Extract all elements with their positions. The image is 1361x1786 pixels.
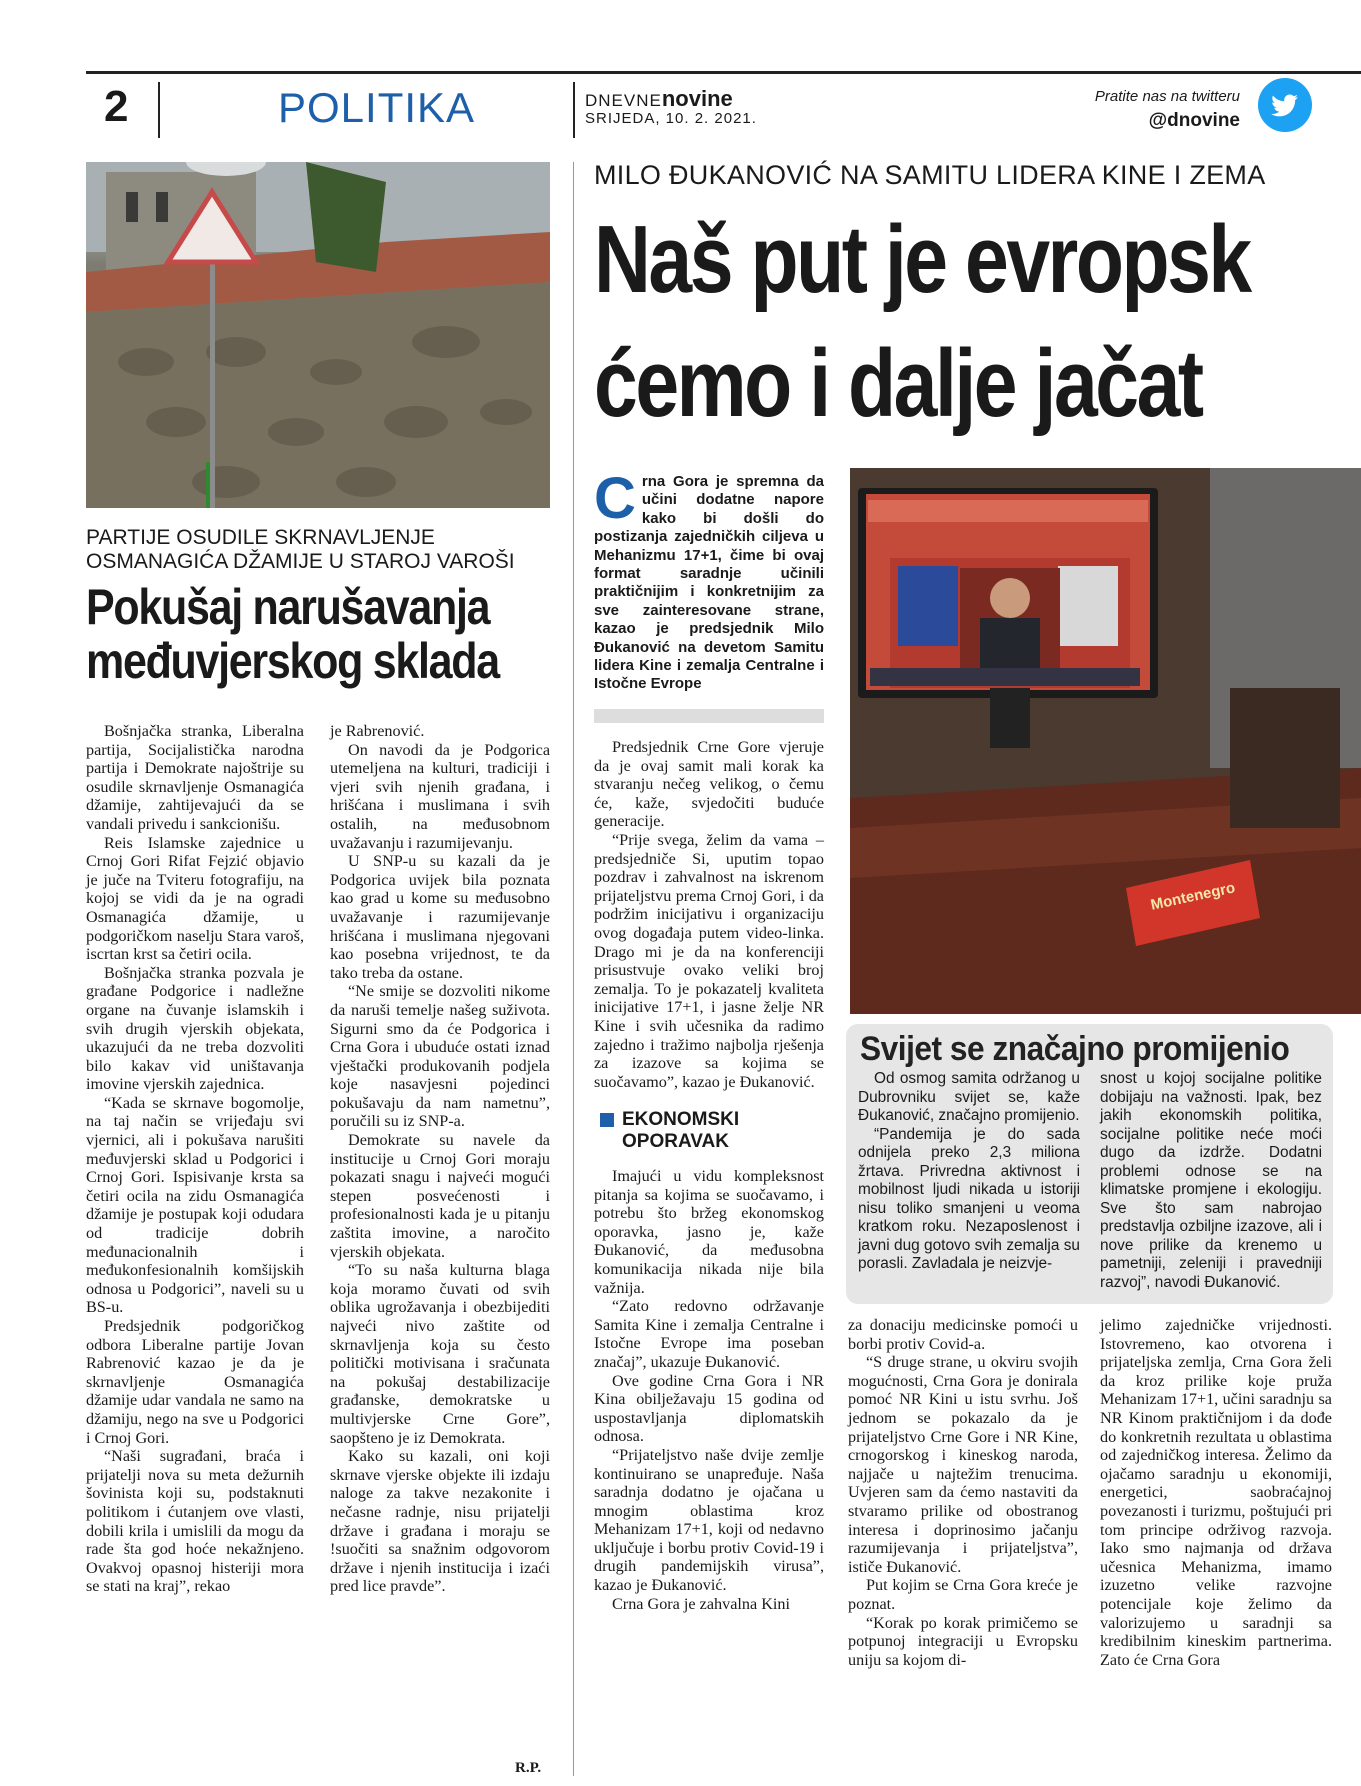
subhead-marker	[600, 1113, 614, 1127]
right-article-column-1-continued: Imajući u vidu kompleksnost pitanja sa kojima se suočavamo, i potrebu što bržeg ekonomskog oporavka, jasno je, kaže Đukanović, da međusobna komunikacija nikada nije bila važnija. “Zato redovno održavanje Samita Kine i zemalja Centralne i Istočne Evrope ima poseban značaj”, ukazuje Đukanović. Ove godine Crna Gora i NR Kina obilježavaju 15 godina od uspostavljanja diplomatskih odnosa. “Prijateljstvo naše dvije zemlje kontinuirano se unapređuje. Naša saradnja dodatno je ojačana u mnogim oblastima kroz Mehanizam 17+1, koji od nedavno uključuje i borbu protiv Covid-19 i drugih pandemijskih virusa”, kazao je Đukanović. Crna Gora je zahvalna Kini	[594, 1167, 824, 1613]
right-article-column-3: jelimo zajedničke vrijednosti. Istovremeno, kao otvorena i prijateljska zemlja, Crna Gora želi da kroz prilike koje pruža Mehanizam 17+1, učini saradnju sa NR Kinom praktičnijom i da dođe do konkretnih rezultata u oblastima od zajedničkog interesa. Želimo da ojačamo saradnju u ekonomiji, energetici, saobraćajnoj povezanosti i turizmu, poštujući pri tom principe održivog razvoja. Iako smo najmanja od država učesnica Mehanizma, imamo izuzetno velike razvojne potencijale koje želimo da valorizujemo u saradnji sa kredibilnim kineskim partnerima. Zato će Crna Gora	[1100, 1316, 1332, 1669]
right-article-headline-line2: ćemo i dalje jačat	[594, 330, 1202, 437]
right-article-headline-line1: Naš put je evropsk	[594, 206, 1250, 313]
section-title: POLITIKA	[278, 84, 476, 131]
right-article-column-1: Predsjednik Crne Gore vjeruje da je ovaj samit mali korak ka stvaranju nečeg velikog, o čemu će, kaže, svjedočiti buduće generacije. “Prije svega, želim da vama – predsjedniče Si, uputim topao pozdrav i zahvalnost na iskrenom prijateljstvu prema Crnoj Gori, i da podržim inicijativu i organizaciju ovog događaja putem video-linka. Drago mi je da na konferenciji prisustvuje ovako veliki broj zemalja. To je pokazatelj kvaliteta inicijative 17+1, i jasne želje NR Kine i svih učesnika da radimo zajedno i tražimo najbolja rješenja za izazove sa kojima se suočavamo”, kazao je Đukanović.	[594, 738, 824, 1091]
summit-video-conference-photo	[850, 468, 1361, 1014]
twitter-bird-icon[interactable]	[1258, 78, 1312, 132]
left-article-column-1: Bošnjačka stranka, Liberalna partija, Socijalistička narodna partija i Demokrate najoštrije su osudile skrnavljenje Osmanagića džamije, zahtijevajući da se vandali privedu i sankcionišu. Reis Islamske zajednice u Crnoj Gori Rifat Fejzić objavio je juče na Tviteru fotografiju, na kojoj se vidi da je na ogradi Osmanagića džamije, u podgoričkom naselju Stara varoš, iscrtan krst sa četiri ocila. Bošnjačka stranka pozvala je građane Podgorice i nadležne organe na čuvanje islamskih i svih drugih vjerskih objekata, ukazujući da ne treba dozvoliti bilo kakav vid uništavanja imovine vjerskih zajednica. “Kada se skrnave bogomolje, na taj način se vrijeđaju svi vjernici, ali i pokušava narušiti međuvjerski sklad u Podgorici i Crnoj Gori. Ispisivanje krsta sa četiri ocila na zidu Osmanagića džamije je postupak koji odudara od tradicije dobrih međunacionalnih i međukonfesionalnih komšijskih odnosa u Podgorici”, naveli su u BS-u. Predsjednik podgoričkog odbora Liberalne partije Jovan Rabrenović kazao je da je skrnavljenje Osmanagića džamije udar vandala ne samo na džamiju, nego na sve u Podgorici i Crnoj Gori. “Naši sugrađani, braća i prijatelji nova su meta dežurnih šovinista koji su, podstaknuti politikom i ćutanjem ove vlasti, dobili krila i umislili da mogu da rade šta god hoće nekažnjeno. Ovakvoj opasnoj histeriji mora se stati na kraj”, rekao	[86, 722, 304, 1596]
boxout-column-1: Od osmog samita održanog u Dubrovniku svijet se, kaže Đukanović, značajno promijenio. “Pandemija je do sada odnijela preko 2,3 miliona žrtava. Privredna aktivnost i mobilnost ljudi nikada u istoriji nisu toliko smanjeni u veoma kratkom roku. Nezaposlenost i javni dug gotovo svih zemalja su porasli. Zavladala je neizvje-	[858, 1070, 1080, 1272]
left-article-kicker: PARTIJE OSUDILE SKRNAVLJENJE OSMANAGIĆA DŽAMIJE U STAROJ VAROŠI	[86, 526, 515, 573]
left-article-headline: Pokušaj narušavanja međuvjerskog sklada	[86, 579, 499, 689]
header-divider	[158, 82, 160, 138]
header-top-rule	[86, 71, 1361, 74]
right-article-kicker: MILO ĐUKANOVIĆ NA SAMITU LIDERA KINE I ZEMA	[594, 160, 1266, 190]
twitter-handle[interactable]: @dnovine	[1148, 110, 1240, 131]
newspaper-brand: DNEVNEnovine	[585, 86, 733, 111]
right-article-subhead: EKONOMSKI OPORAVAK	[622, 1109, 740, 1152]
column-divider	[573, 162, 574, 1776]
montenegro-name-card: Montenegro	[1149, 879, 1237, 914]
page-number: 2	[104, 82, 129, 131]
header-divider	[573, 82, 575, 138]
right-article-lead: Crna Gora je spremna da učini dodatne napore kako bi došli do postizanja zajedničkih ciljeva u Mehanizmu 17+1, čime bi ovaj format saradnje učinili praktičnijim i konkretnijim za sve zainteresovane strane, kazao je predsjednik Milo Đukanović na devetom Samitu lidera Kine i zemalja Centralne i Istočne Evrope	[594, 466, 824, 693]
left-article-column-2: je Rabrenović. On navodi da je Podgorica utemeljena na kulturi, tradiciji i vjeri svih njenih građana, i hrišćana i muslimana i svih ostalih, na međusobnom uvažavanju i razumijevanju. U SNP-u su kazali da je Podgorica uvijek bila poznata kao grad u kome su međusobno uvažavanje i razumijevanje hrišćana i muslimana njegovani kao posebna vrijednost, te da tako treba da ostane. “Ne smije se dozvoliti nikome da naruši temelje našeg suživota. Sigurni smo da će Podgorica i Crna Gora i ubuduće ostati iznad vještački produkovanih podjela koje nasavjesni pojedinci pokušavaju da nam nametnu”, poručili su iz SNP-a. Demokrate su navele da institucije u Crnoj Gori moraju pokazati snagu i najveći mogući stepen posvećenosti i profesionalnosti kada je u pitanju zaštita imovine, a naročito vjerskih objekata. “To su naša kulturna blaga koja moramo čuvati od svih oblika ugrožavanja i obezbijediti najveći nivo zaštite od skrnavljenja koja su često politički motivisana i sračunata na pokušaj destabilizacije građanske, demokratske u multivjerske Crne Gore”, saopšteno je iz Demokrata. Kako su kazali, oni koji skrnave vjerske objekte ili izdaju naloge za takve nezakonite i nečasne radnje, nisu prijatelji države i građana i moraju se !suočiti sa snažnim odgovorom države i njenih institucija i izaći pred lice pravde”.	[330, 722, 550, 1596]
twitter-promo-text: Pratite nas na twitteru	[1094, 88, 1240, 105]
boxout-title: Svijet se značajno promijenio	[860, 1030, 1290, 1068]
dropcap: C	[594, 466, 636, 531]
article-author: R.P.	[515, 1760, 542, 1776]
lead-separator	[594, 709, 824, 723]
right-article-column-2: za donaciju medicinske pomoći u borbi protiv Covid-a. “S druge strane, u okviru svojih mogućnosti, Crna Gora je donirala pomoć NR Kini u istu svrhu. Još jednom se pokazalo da je prijateljstvo Crne Gore i NR Kine, crnogorskog i kineskog naroda, najjače u najtežim trenucima. Uvjeren sam da ćemo nastaviti da stvaramo prilike od obostranog interesa i doprinosimo jačanju razumijevanja i prijateljstva”, ističe Đukanović. Put kojim se Crna Gora kreće je poznat. “Korak po korak primičemo se potpunoj integraciji u Evropsku uniju sa kojom di-	[848, 1316, 1078, 1669]
boxout-column-2: snost u kojoj socijalne politike dobijaju na važnosti. Ipak, bez jakih ekonomskih politika, socijalne politike neće moći dugo da izdrže. Dodatni problemi odnose se na klimatske promjene i ekologiju. Sve što sam nabrojao predstavlja ozbiljne izazove, ali i nove prilike da krenemo u pametniji, zeleniji i pravedniji razvoj”, navodi Đukanović.	[1100, 1070, 1322, 1291]
publication-date: SRIJEDA, 10. 2. 2021.	[585, 110, 757, 127]
mosque-wall-photo	[86, 162, 550, 508]
